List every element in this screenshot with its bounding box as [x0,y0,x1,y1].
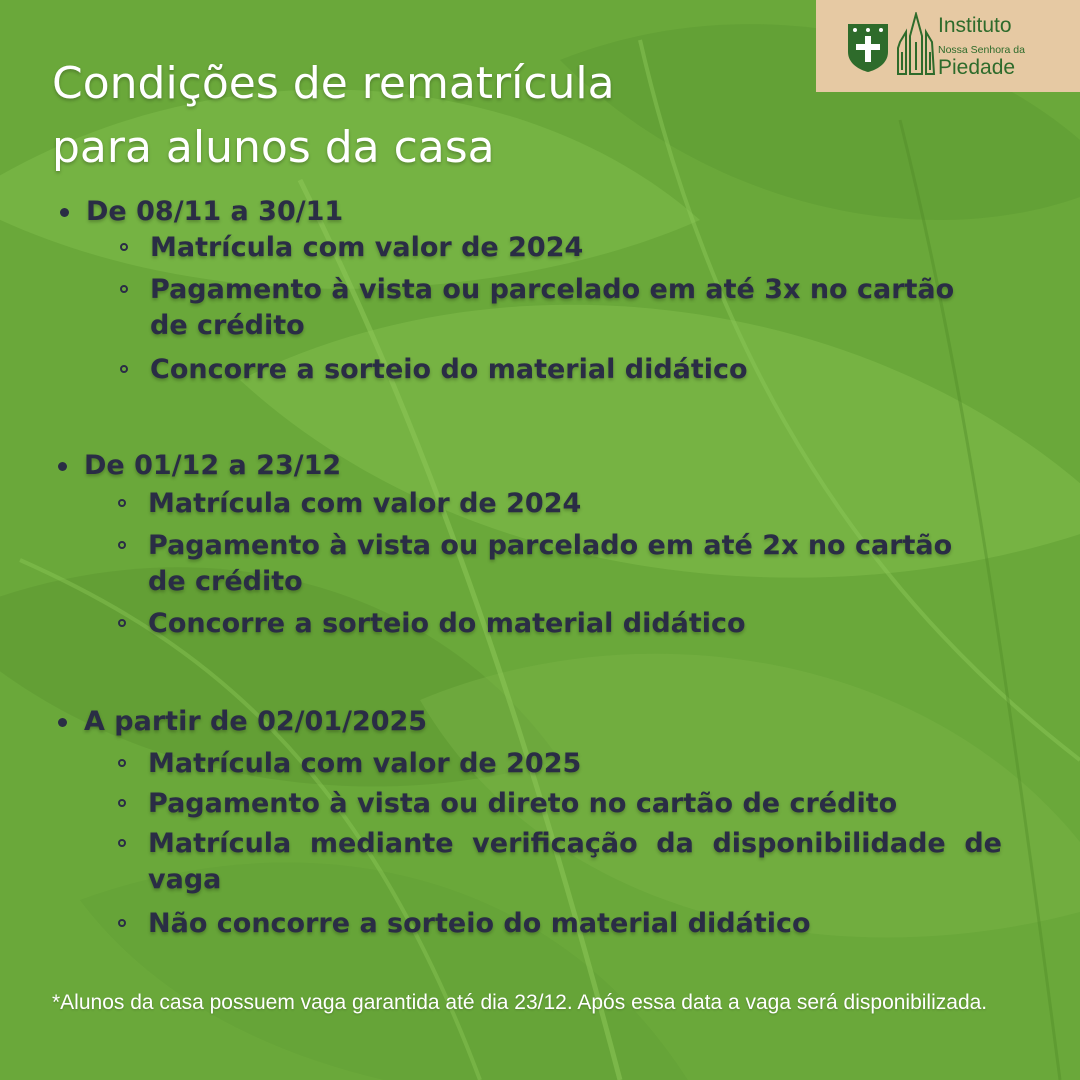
church-icon [894,12,938,78]
bullet-dot-icon [58,718,67,727]
logo-text-line1: Instituto [938,14,1012,37]
bullet-circle-icon [118,541,126,549]
list-item: Concorre a sorteio do material didático [148,606,998,642]
list-item: Matrícula com valor de 2024 [150,230,1000,266]
logo-text-line3: Piedade [938,56,1016,79]
list-item: Pagamento à vista ou parcelado em até 3x no cartão de crédito [150,272,1000,344]
page-title [52,52,792,180]
bullet-circle-icon [120,365,128,373]
page-title-line1: Condições de rematrícula [52,58,615,109]
list-item: Não concorre a sorteio do material didático [148,906,998,942]
list-item: Matrícula com valor de 2024 [148,486,998,522]
list-item: Matrícula mediante verificação da disponibilidade de vaga [148,826,1002,898]
bullet-circle-icon [118,499,126,507]
logo-text-line2: Nossa Senhora da [938,44,1025,56]
crest-icon [846,22,890,74]
period-heading: A partir de 02/01/2025 [84,706,427,737]
bullet-dot-icon [60,208,69,217]
bullet-circle-icon [118,839,126,847]
footnote: *Alunos da casa possuem vaga garantida até dia 23/12. Após essa data a vaga será disponibilizada. [52,991,988,1014]
institution-logo [816,0,1080,92]
bullet-dot-icon [58,462,67,471]
bullet-circle-icon [118,799,126,807]
period-heading: De 01/12 a 23/12 [84,450,341,481]
bullet-circle-icon [120,243,128,251]
bullet-circle-icon [118,619,126,627]
list-item: Pagamento à vista ou direto no cartão de crédito [148,786,998,822]
page-title-line2: para alunos da casa [52,122,495,173]
period-heading: De 08/11 a 30/11 [86,196,343,227]
bullet-circle-icon [118,759,126,767]
list-item: Matrícula com valor de 2025 [148,746,998,782]
list-item: Concorre a sorteio do material didático [150,352,1000,388]
bullet-circle-icon [118,919,126,927]
bullet-circle-icon [120,285,128,293]
list-item: Pagamento à vista ou parcelado em até 2x no cartão de crédito [148,528,998,600]
